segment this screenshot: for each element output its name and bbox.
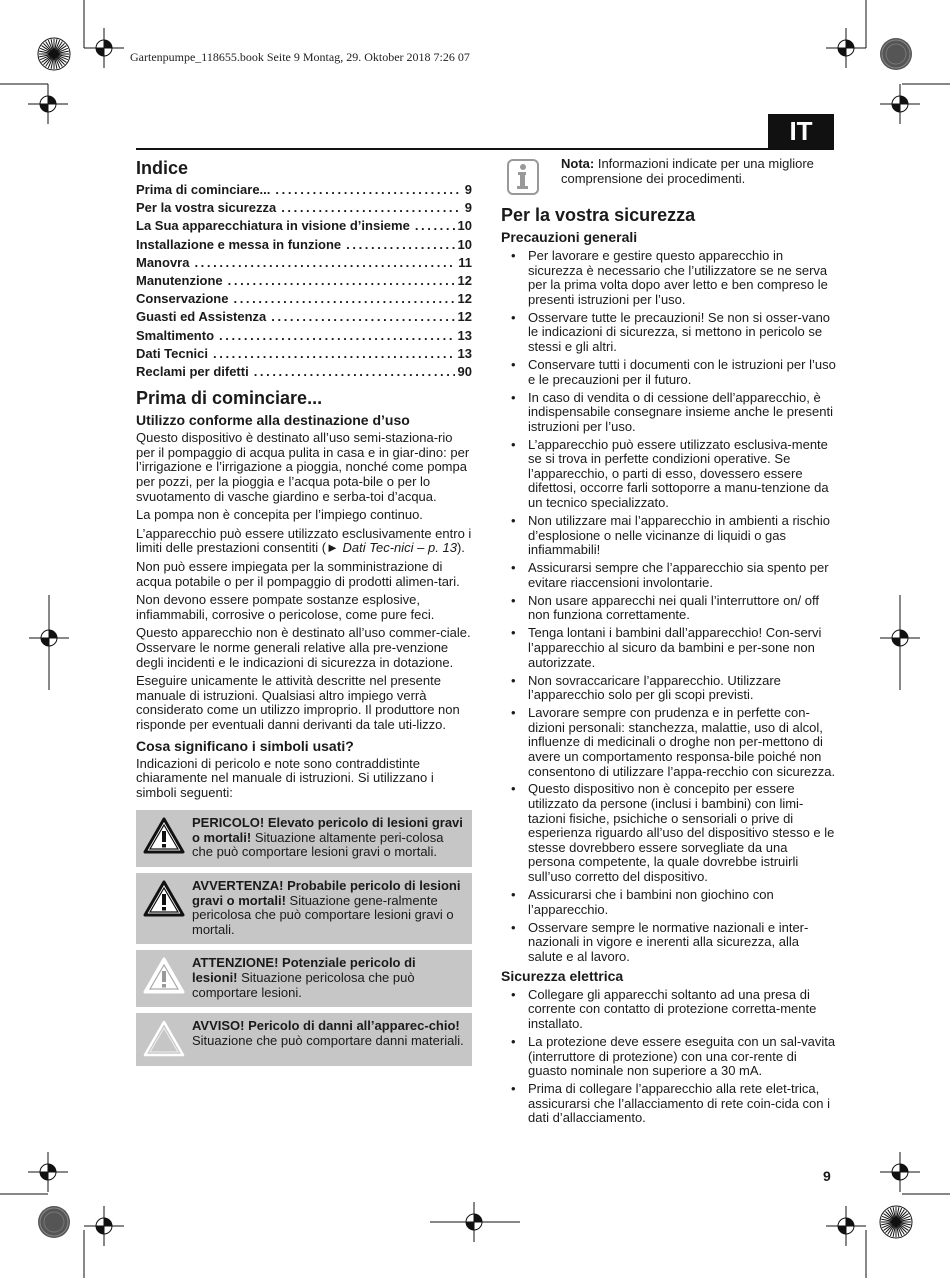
bullet-item: • Osservare sempre le normative nazionali e inter-nazionali in vigore e inerenti alla sicurezza, alla salute e al lavoro. — [501, 921, 837, 965]
precauzioni-list — [501, 249, 837, 964]
warning-desc-pericolo: Situazione altamente peri-colosa che può comportare lesioni gravi o mortali. — [192, 829, 444, 860]
toc-leader-dots — [189, 254, 455, 272]
warning-box-attenzione — [136, 950, 472, 1007]
toc-title: Indice — [136, 158, 189, 178]
dati-tecnici-reference-link[interactable]: Dati Tec-nici – p. 13 — [342, 540, 457, 556]
toc-entry-page: 11 — [458, 254, 472, 270]
toc-leader-dots — [270, 181, 461, 199]
toc-leader-dots — [266, 308, 454, 326]
bullet-item: • Assicurarsi sempre che l’apparecchio sia spento per evitare riaccensioni involontarie. — [501, 561, 837, 590]
warning-text-avvertenza — [192, 879, 464, 937]
toc-leader-dots — [341, 236, 454, 254]
toc-entry[interactable] — [136, 181, 472, 199]
toc-entry-page: 90 — [457, 364, 472, 380]
toc-list — [136, 181, 472, 381]
note-box — [501, 157, 837, 195]
toc-entry[interactable] — [136, 199, 472, 217]
bullet-item: • Non utilizzare mai l’apparecchio in ambienti a rischio d’esplosione o nelle vicinanze di liquidi o gas infiammabili! — [501, 514, 837, 558]
toc-leader-dots — [208, 345, 455, 363]
note-desc: Informazioni indicate per una migliore comprensione dei procedimenti. — [561, 156, 814, 186]
warning-box-pericolo — [136, 810, 472, 867]
page-number: 9 — [823, 1168, 831, 1184]
warning-text-attenzione — [192, 956, 464, 1000]
bullet-item: • Per lavorare e gestire questo apparecchio in sicurezza è necessario che l’utilizzatore se ne serva per la prima volta dopo aver letto e ben compreso le presenti istruzioni per l’uso. — [501, 249, 837, 307]
paragraph-sostanze: Non devono essere pompate sostanze esplosive, infiammabili, corrosive o pericolose, come pure feci. — [136, 592, 435, 622]
warning-box-avviso — [136, 1013, 472, 1066]
section-title-prima: Prima di cominciare... — [136, 388, 323, 409]
warning-triangle-bold-icon — [142, 879, 186, 919]
limiti-text-end: ). — [456, 540, 465, 556]
toc-entry[interactable] — [136, 272, 472, 290]
toc-entry-title: Guasti ed Assistenza — [136, 309, 267, 325]
sicurezza-elettrica-list — [501, 988, 837, 1126]
paragraph-destinazione: Questo dispositivo è destinato all’uso semi-staziona-rio per il pompaggio di acqua pulita in casa e in giar-dino: per l’irrigazione e l’irrigazione a pioggia, nonché come pompa per pozzi, per la pioggia e l’acqua pota-bile o per lo svuotamento di vasche giardino e serba-toi d’acqua. — [136, 430, 470, 504]
toc-entry-title: Conservazione — [136, 291, 229, 307]
toc-entry-title: Dati Tecnici — [136, 345, 209, 361]
bullet-item: • Non usare apparecchi nei quali l’interruttore on/ off non funziona correttamente. — [501, 594, 837, 623]
bullet-item: • Lavorare sempre con prudenza e in perfette con-dizioni personali: stanchezza, malattie, uso di alcol, influenze di medicinali o droghe non per-mettono di avere un comportamento responsa-bile poiché non consentono di utilizzare l’appa-recchio con sicurezza. — [501, 706, 837, 779]
toc-entry[interactable] — [136, 254, 472, 272]
toc-entry-page: 10 — [457, 236, 472, 252]
warning-box-avvertenza — [136, 873, 472, 944]
notice-triangle-icon — [142, 1019, 186, 1059]
toc-entry-page: 13 — [457, 327, 472, 343]
subheading-simboli: Cosa significano i simboli usati? — [136, 737, 354, 754]
right-column — [501, 157, 837, 1129]
subheading-sicurezza-elettrica: Sicurezza elettrica — [501, 967, 624, 984]
bullet-item: • In caso di vendita o di cessione dell’apparecchio, è indispensabile consegnare insieme anche le presenti istruzioni per l’uso. — [501, 391, 837, 435]
language-badge: IT — [768, 114, 834, 148]
note-text — [561, 157, 837, 186]
toc-entry-title: Manovra — [136, 254, 190, 270]
toc-entry-page: 12 — [457, 291, 472, 307]
toc-entry-title: Installazione e messa in funzione — [136, 236, 342, 252]
toc-entry[interactable] — [136, 236, 472, 254]
toc-entry[interactable] — [136, 327, 472, 345]
warning-label-avviso: AVVISO! Pericolo di danni all’apparec-chio! — [192, 1018, 460, 1034]
toc-entry-page: 13 — [457, 345, 472, 361]
bullet-item: • Tenga lontani i bambini dall’apparecchio! Con-servi l’apparecchio al sicuro da bambini e per-sone non autorizzate. — [501, 626, 837, 670]
toc-entry-title: Prima di cominciare... — [136, 182, 271, 197]
subheading-precauzioni: Precauzioni generali — [501, 229, 638, 245]
paragraph-uso-commerciale: Questo apparecchio non è destinato all’uso commer-ciale. Osservare le norme generali relative alla pre-venzione degli incidenti e le indicazioni di sicurezza in dotazione. — [136, 625, 471, 670]
toc-entry[interactable] — [136, 308, 472, 326]
warning-desc-attenzione: Situazione pericolosa che può comportare lesioni. — [192, 970, 415, 1000]
warning-label-pericolo: PERICOLO! Elevato pericolo di lesioni gravi o mortali! — [192, 815, 463, 845]
warning-text-pericolo — [192, 816, 464, 860]
paragraph-limiti-prestazioni — [136, 527, 472, 556]
toc-entry-page: 10 — [457, 218, 472, 234]
toc-leader-dots — [249, 363, 455, 381]
toc-entry-page: 12 — [457, 273, 472, 289]
toc-entry-page: 12 — [457, 309, 472, 325]
bullet-item: • Assicurarsi che i bambini non giochino con l’apparecchio. — [501, 888, 837, 917]
toc-entry-title: Per la vostra sicurezza — [136, 200, 277, 216]
bullet-item: • Conservare tutti i documenti con le istruzioni per l’uso e le precauzioni per il futuro. — [501, 358, 837, 387]
toc-entry-title: La Sua apparecchiatura in visione d’insieme — [136, 218, 410, 234]
warning-desc-avvertenza: Situazione gene-ralmente pericolosa che può comportare lesioni gravi o mortali. — [192, 892, 454, 937]
toc-leader-dots — [228, 290, 454, 308]
toc-entry[interactable] — [136, 363, 472, 381]
warning-desc-avviso: Situazione che può comportare danni materiali. — [192, 1032, 464, 1048]
toc-leader-dots — [276, 199, 462, 217]
limiti-text: L’apparecchio può essere utilizzato esclusivamente entro i limiti delle prestazioni consentiti (► — [136, 525, 472, 556]
header-rule — [136, 148, 834, 150]
paragraph-simboli: Indicazioni di pericolo e note sono contraddistinte chiaramente nel manuale di istruzioni. Si utilizzano i simboli seguenti: — [136, 755, 434, 800]
paragraph-attivita: Eseguire unicamente le attività descritte nel presente manuale di istruzioni. Qualsiasi altro impiego verrà considerato come un utilizzo improprio. Il produttore non risponde per eventuali danni derivanti da tale uti-lizzo. — [136, 673, 460, 732]
bullet-item: • Questo dispositivo non è concepito per essere utilizzato da persone (inclusi i bambini) con limi-tazioni fisiche, psichiche o sensoriali o prive di esperienza riguardo all’uso del dispositivo stesso e le stesse dovrebbero essere sorvegliate da una persona competente, la quale dovrebbe istruirli sull’uso corretto del dispositivo. — [501, 782, 837, 884]
bullet-item: • Osservare tutte le precauzioni! Se non si osser-vano le indicazioni di sicurezza, si mettono in pericolo se stessi e gli altri. — [501, 311, 837, 355]
bullet-item: • Non sovraccaricare l’apparecchio. Utilizzare l’apparecchio solo per gli scopi previsti. — [501, 674, 837, 703]
warning-text-avviso — [192, 1019, 464, 1048]
toc-entry-title: Reclami per difetti — [136, 364, 249, 380]
toc-leader-dots — [214, 327, 455, 345]
left-column — [136, 157, 472, 1072]
toc-entry[interactable] — [136, 345, 472, 363]
bullet-item: • L’apparecchio può essere utilizzato esclusiva-mente se si trova in perfette condizioni operative. Se l’apparecchio, o parti di esso, dovessero essere difettosi, occorre farli sottoporre a manu-tenzione da un tecnico specializzato. — [501, 438, 837, 511]
warning-triangle-bold-icon — [142, 816, 186, 856]
toc-entry[interactable] — [136, 217, 472, 235]
toc-entry-title: Smaltimento — [136, 327, 215, 343]
toc-entry[interactable] — [136, 290, 472, 308]
print-header-line: Gartenpumpe_118655.book Seite 9 Montag, 29. Oktober 2018 7:26 07 — [130, 50, 470, 64]
toc-leader-dots — [410, 217, 455, 235]
toc-entry-page: 9 — [464, 200, 472, 216]
paragraph-acqua-potabile: Non può essere impiegata per la somministrazione di acqua potabile o per il pompaggio di prodotti alimen-tari. — [136, 558, 460, 589]
subheading-utilizzo: Utilizzo conforme alla destinazione d’uso — [136, 412, 410, 429]
paragraph-impiego-continuo: La pompa non è concepita per l’impiego continuo. — [136, 507, 423, 523]
bullet-item: • Collegare gli apparecchi soltanto ad una presa di corrente con contatto di protezione corretta-mente installato. — [501, 988, 837, 1032]
warning-label-attenzione: ATTENZIONE! Potenziale pericolo di lesioni! — [192, 955, 416, 986]
info-note-icon — [507, 159, 539, 195]
bullet-item: • La protezione deve essere eseguita con un sal-vavita (interruttore di protezione) con una cor-rente di guasto nominale non superiore a 30 mA. — [501, 1035, 837, 1079]
bullet-item: • Prima di collegare l’apparecchio alla rete elet-trica, assicurarsi che l’allacciamento di rete coin-cida con i dati d’allacciamento. — [501, 1082, 837, 1126]
toc-entry-title: Manutenzione — [136, 273, 223, 289]
toc-entry-page: 9 — [464, 182, 472, 197]
section-title-sicurezza: Per la vostra sicurezza — [501, 205, 696, 225]
toc-leader-dots — [223, 272, 455, 290]
warning-label-avvertenza: AVVERTENZA! Probabile pericolo di lesioni gravi o mortali! — [192, 878, 461, 908]
note-label: Nota: — [561, 156, 595, 171]
warning-triangle-outline-icon — [142, 956, 186, 996]
